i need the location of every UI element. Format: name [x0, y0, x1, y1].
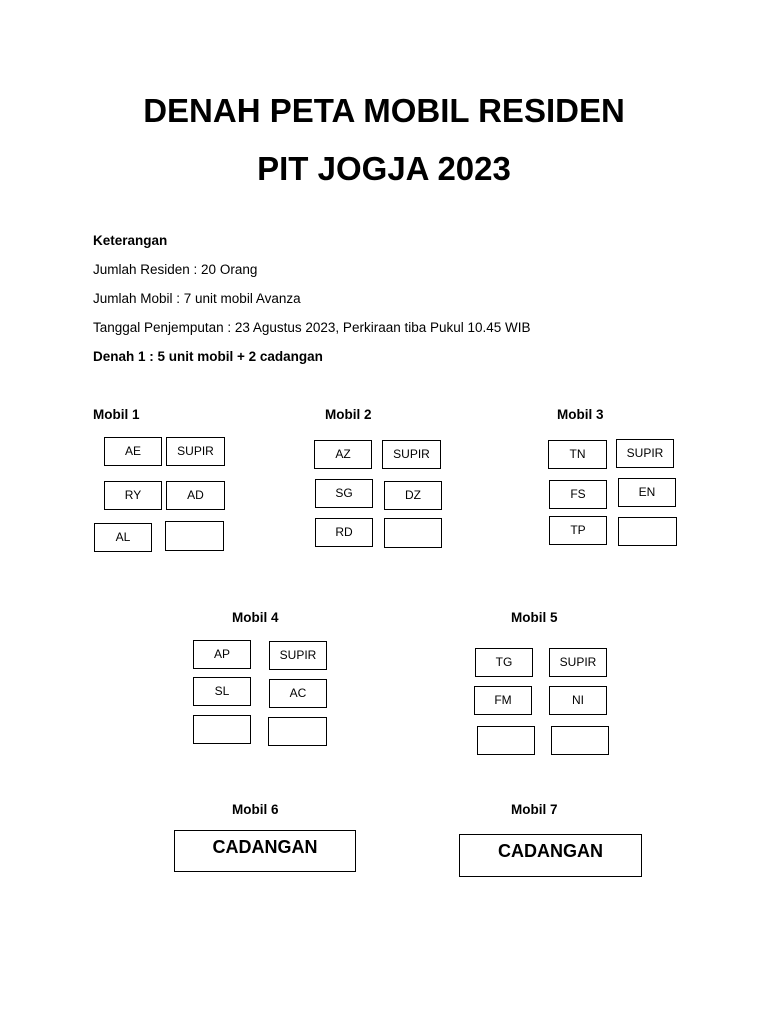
car-4-seat: SL	[193, 677, 251, 706]
car-2-seat: AZ	[314, 440, 372, 469]
car-6-reserve-box: CADANGAN	[174, 830, 356, 872]
car-7-reserve-box: CADANGAN	[459, 834, 642, 877]
car-3-seat: TN	[548, 440, 607, 469]
car-3-seat: FS	[549, 480, 607, 509]
car-1-seat: AL	[94, 523, 152, 552]
car-4-seat: AP	[193, 640, 251, 669]
car-6-label: Mobil 6	[232, 802, 279, 817]
page-title: DENAH PETA MOBIL RESIDEN	[143, 92, 625, 129]
car-1-seat: RY	[104, 481, 162, 510]
page-subtitle: PIT JOGJA 2023	[257, 150, 511, 187]
car-5-seat	[551, 726, 609, 755]
car-1-seat: AE	[104, 437, 162, 466]
car-4-seat: AC	[269, 679, 327, 708]
car-4-seat: SUPIR	[269, 641, 327, 670]
car-5-seat: TG	[475, 648, 533, 677]
car-5-seat: SUPIR	[549, 648, 607, 677]
car-1-seat: AD	[166, 481, 225, 510]
info-heading: Keterangan	[93, 233, 168, 248]
car-1-seat	[165, 521, 224, 551]
car-2-seat: SUPIR	[382, 440, 441, 469]
car-1-label: Mobil 1	[93, 407, 140, 422]
car-5-seat: NI	[549, 686, 607, 715]
layout-info: Denah 1 : 5 unit mobil + 2 cadangan	[93, 349, 323, 364]
car-1-seat: SUPIR	[166, 437, 225, 466]
car-3-seat: SUPIR	[616, 439, 674, 468]
car-4-seat	[268, 717, 327, 746]
car-3-seat	[618, 517, 677, 546]
residents-count: Jumlah Residen : 20 Orang	[93, 262, 258, 277]
car-5-label: Mobil 5	[511, 610, 558, 625]
car-2-seat: RD	[315, 518, 373, 547]
car-2-seat	[384, 518, 442, 548]
car-2-seat: SG	[315, 479, 373, 508]
car-3-seat: EN	[618, 478, 676, 507]
pickup-info: Tanggal Penjemputan : 23 Agustus 2023, Perkiraan tiba Pukul 10.45 WIB	[93, 320, 531, 335]
car-4-label: Mobil 4	[232, 610, 279, 625]
car-7-label: Mobil 7	[511, 802, 558, 817]
car-4-seat	[193, 715, 251, 744]
cars-count: Jumlah Mobil : 7 unit mobil Avanza	[93, 291, 301, 306]
car-5-seat: FM	[474, 686, 532, 715]
car-2-label: Mobil 2	[325, 407, 372, 422]
car-3-label: Mobil 3	[557, 407, 604, 422]
car-3-seat: TP	[549, 516, 607, 545]
car-2-seat: DZ	[384, 481, 442, 510]
car-5-seat	[477, 726, 535, 755]
